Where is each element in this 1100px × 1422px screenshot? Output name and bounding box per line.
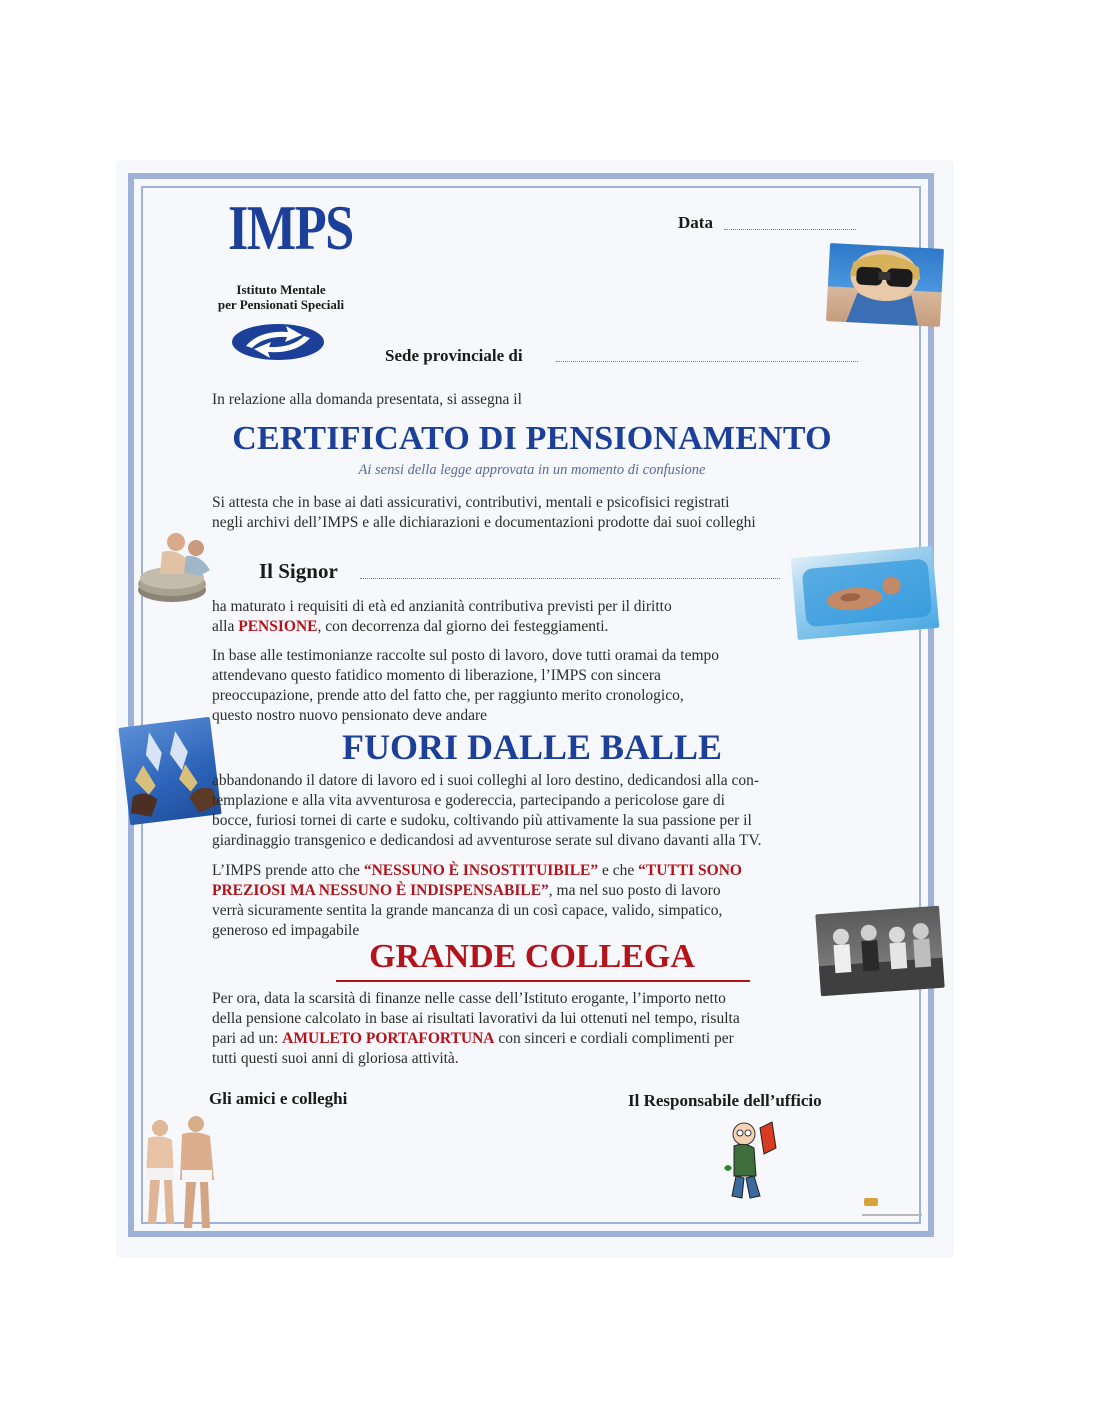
intro-text: In relazione alla domanda presentata, si assegna il xyxy=(212,391,522,408)
toast-photo xyxy=(118,717,221,825)
requisiti-line-2-post: , con decorrenza dal giorno dei festeggiamenti. xyxy=(317,618,609,635)
logo-title: IMPS xyxy=(228,192,353,263)
attest-line-1: Si attesta che in base ai dati assicurativi, contributivi, mentali e psicofisici registrati xyxy=(212,494,730,511)
testimonianze-line-2: attendevano questo fatidico momento di liberazione, l’IMPS con sincera xyxy=(212,667,661,684)
requisiti-paragraph xyxy=(212,597,852,637)
attest-paragraph xyxy=(212,493,852,533)
imps-prende-line-4: generoso ed impagabile xyxy=(212,922,360,939)
requisiti-line-2-pre: alla xyxy=(212,618,239,635)
amuleto-highlight: AMULETO PORTAFORTUNA xyxy=(282,1030,495,1047)
logo-subtitle-line1: Istituto Mentale xyxy=(236,282,326,297)
quote-tutti-sono: “TUTTI SONO xyxy=(638,862,742,879)
per-ora-line-2: della pensione calcolato in base ai risultati lavorativi da lui ottenuti nel tempo, risulta xyxy=(212,1010,740,1027)
recycle-arrows-icon xyxy=(230,322,326,362)
abbandonando-paragraph xyxy=(212,771,862,851)
publisher-logo xyxy=(864,1198,878,1206)
testimonianze-line-4: questo nostro nuovo pensionato deve andare xyxy=(212,707,488,724)
signature-right-label: Il Responsabile dell’ufficio xyxy=(628,1091,822,1110)
abbandonando-line-1: abbandonando il datore di lavoro ed i suoi colleghi al loro destino, dedicandosi alla con- xyxy=(212,772,760,789)
attest-line-2: negli archivi dell’IMPS e alle dichiarazioni e documentazioni prodotte dai suoi colleghi xyxy=(212,514,756,531)
logo-subtitle-line2: per Pensionati Speciali xyxy=(217,297,345,312)
abbandonando-line-3: bocce, furiosi tornei di carte e sudoku, coltivando più attivamente la sua passione per il xyxy=(212,812,752,829)
binoculars-woman-image xyxy=(826,243,944,327)
cartoon-old-man-illustration xyxy=(720,1118,782,1202)
imps-prende-line-3: verrà sicuramente sentita la grande mancanza di un così capace, valido, simpatico, xyxy=(212,902,723,919)
beach-couple-photo xyxy=(130,1114,230,1234)
per-ora-paragraph xyxy=(212,989,862,1069)
logo-subtitle xyxy=(206,282,356,312)
grande-collega-heading: GRANDE COLLEGA xyxy=(369,938,695,975)
certificate-title: CERTIFICATO DI PENSIONAMENTO xyxy=(232,420,832,457)
testimonianze-line-3: preoccupazione, prende atto del fatto che, per raggiunto merito cronologico, xyxy=(212,687,684,704)
coins-couple-photo xyxy=(136,528,218,606)
sede-field-line xyxy=(556,361,858,362)
per-ora-line-3 xyxy=(212,1029,862,1049)
testimonianze-paragraph xyxy=(212,646,852,726)
imps-prende-mid: e che xyxy=(598,862,639,879)
signature-left-label: Gli amici e colleghi xyxy=(209,1089,348,1108)
coins-couple-image xyxy=(136,528,218,606)
per-ora-line-3-post: con sinceri e cordiali complimenti per xyxy=(494,1030,734,1047)
testimonianze-line-1: In base alle testimonianze raccolte sul posto di lavoro, dove tutti oramai da tempo xyxy=(212,647,720,664)
signor-label: Il Signor xyxy=(259,559,338,583)
imps-prende-line-2 xyxy=(212,881,862,901)
champagne-toast-image xyxy=(118,717,221,825)
pensione-highlight: PENSIONE xyxy=(238,618,318,635)
abbandonando-line-4: giardinaggio transgenico e dedicandosi ad avventurose serate sul divano davanti alla TV. xyxy=(212,832,762,849)
imps-prende-post: , ma nel suo posto di lavoro xyxy=(548,882,721,899)
quote-insostituibile: “NESSUNO È INSOSTITUIBILE” xyxy=(363,862,599,879)
per-ora-line-3-pre: pari ad un: xyxy=(212,1030,283,1047)
imps-prende-paragraph xyxy=(212,861,862,941)
date-field-line xyxy=(724,229,856,230)
grande-collega-underline xyxy=(336,980,750,982)
per-ora-line-4: tutti questi suoi anni di gloriosa attività. xyxy=(212,1050,459,1067)
sede-label: Sede provinciale di xyxy=(385,346,523,365)
binoculars-photo xyxy=(826,243,944,327)
abbandonando-line-2: templazione e alla vita avventurosa e godereccia, partecipando a pericolose gare di xyxy=(212,792,725,809)
quote-preziosi: PREZIOSI MA NESSUNO È INDISPENSABILE” xyxy=(212,882,549,899)
imps-prende-pre: L’IMPS prende atto che xyxy=(212,862,364,879)
date-label: Data xyxy=(678,213,713,232)
beach-couple-image xyxy=(130,1114,230,1234)
imps-prende-line-1 xyxy=(212,861,862,881)
certificate-subtitle: Ai sensi della legge approvata in un momento di confusione xyxy=(358,462,706,478)
requisiti-line-1: ha maturato i requisiti di età ed anzianità contributiva previsti per il diritto xyxy=(212,598,672,615)
signor-field-line xyxy=(360,578,780,579)
cartoon-old-man-image xyxy=(720,1118,782,1202)
fuori-heading: FUORI DALLE BALLE xyxy=(341,727,723,767)
per-ora-line-1: Per ora, data la scarsità di finanze nelle casse dell’Istituto erogante, l’importo netto xyxy=(212,990,726,1007)
publisher-footer-mark xyxy=(862,1214,922,1216)
requisiti-line-2 xyxy=(212,617,852,637)
